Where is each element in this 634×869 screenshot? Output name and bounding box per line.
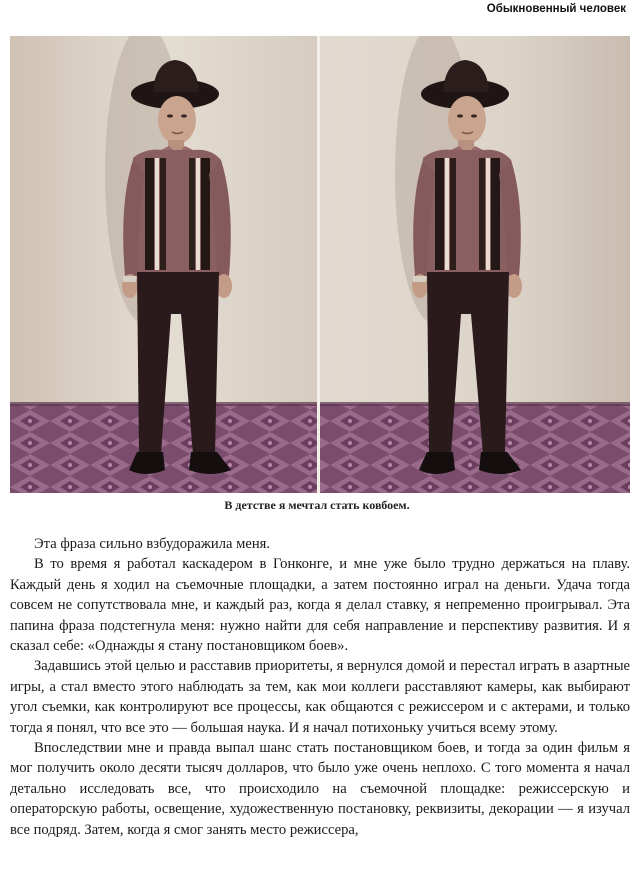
running-title: Обыкновенный человек — [486, 3, 626, 15]
page-header — [0, 0, 634, 24]
photo-caption: В детстве я мечтал стать ковбоем. — [224, 498, 410, 512]
paragraph: Впоследствии мне и правда выпал шанс стать постановщиком боев, и тогда за один фильм я мог получить около десяти тысяч долларов, что было уже очень неплохо. С того момента я начал детально исследовать все, что происходило на съемочной площадке: режиссерскую и операторскую работы, освещение, художественную постановку, реквизиты, декорации — я изучал все подряд. Затем, когда я смог занять место режиссера, — [10, 740, 630, 838]
childhood-photo — [10, 36, 630, 493]
paragraph: В то время я работал каскадером в Гонконге, и мне уже было трудно держаться на плаву. Каждый день я ходил на съемочные площадки, а затем постоянно играл на деньги. Удача тогда совсем не сопутствовала мне, и каждый раз, когда я делал ставку, я непременно проигрывал. Эта папина фраза подстегнула меня: нужно найти для себя направление и перспективу развития. И я сказал себе: «Однажды я стану постановщиком боев». — [10, 556, 630, 655]
paragraph: Задавшись этой целью и расставив приоритеты, я вернулся домой и перестал играть в азартные игры, а стал вместо этого наблюдать за тем, как мои коллеги расставляют камеры, как выбирают угол съемки, как контролируют все процессы, как общаются с режиссером и с актерами, и только тогда я понял, что все это — большая наука. И я начал потихоньку учиться всему этому. — [10, 658, 630, 736]
paragraph: Эта фраза сильно взбудоражила меня. — [34, 536, 271, 552]
body-text — [10, 534, 630, 840]
